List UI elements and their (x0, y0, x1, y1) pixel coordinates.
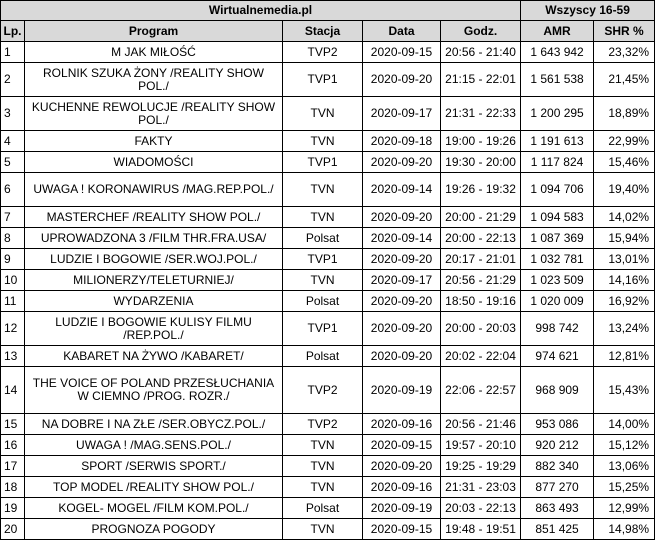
cell-godz: 21:15 - 22:01 (441, 63, 521, 97)
table-row (1, 435, 655, 456)
cell-stacja: TVN (283, 435, 363, 456)
column-header-godz: Godz. (441, 21, 521, 42)
table-row (1, 270, 655, 291)
cell-program: THE VOICE OF POLAND PRZESŁUCHANIA W CIEMNO /PROG. ROZR./ (25, 367, 283, 414)
cell-stacja: Polsat (283, 498, 363, 519)
cell-data: 2020-09-15 (363, 42, 441, 63)
cell-data: 2020-09-19 (363, 367, 441, 414)
cell-lp: 17 (1, 456, 25, 477)
cell-program: UWAGA ! KORONAWIRUS /MAG.REP.POL./ (25, 173, 283, 207)
table-row (1, 498, 655, 519)
cell-godz: 20:00 - 22:13 (441, 228, 521, 249)
cell-godz: 18:50 - 19:16 (441, 291, 521, 312)
table-row (1, 367, 655, 414)
cell-stacja: TVN (283, 207, 363, 228)
table-row (1, 152, 655, 173)
cell-godz: 19:26 - 19:32 (441, 173, 521, 207)
cell-amr: 1 094 706 (521, 173, 594, 207)
cell-shr: 14,00% (594, 414, 655, 435)
column-header-stacja: Stacja (283, 21, 363, 42)
cell-data: 2020-09-20 (363, 346, 441, 367)
cell-stacja: TVN (283, 477, 363, 498)
cell-stacja: TVP1 (283, 152, 363, 173)
cell-stacja: TVN (283, 519, 363, 540)
cell-program: FAKTY (25, 131, 283, 152)
cell-amr: 920 212 (521, 435, 594, 456)
column-header-amr: AMR (521, 21, 594, 42)
cell-lp: 6 (1, 173, 25, 207)
cell-stacja: TVP1 (283, 312, 363, 346)
cell-shr: 21,45% (594, 63, 655, 97)
cell-shr: 15,46% (594, 152, 655, 173)
cell-data: 2020-09-14 (363, 173, 441, 207)
cell-program: MILIONERZY/TELETURNIEJ/ (25, 270, 283, 291)
table-row (1, 131, 655, 152)
cell-godz: 19:48 - 19:51 (441, 519, 521, 540)
cell-data: 2020-09-20 (363, 207, 441, 228)
cell-amr: 851 425 (521, 519, 594, 540)
cell-data: 2020-09-15 (363, 519, 441, 540)
cell-godz: 19:30 - 20:00 (441, 152, 521, 173)
table-row (1, 519, 655, 540)
cell-shr: 14,98% (594, 519, 655, 540)
cell-godz: 20:56 - 21:29 (441, 270, 521, 291)
cell-data: 2020-09-17 (363, 97, 441, 131)
cell-shr: 18,89% (594, 97, 655, 131)
cell-shr: 15,12% (594, 435, 655, 456)
cell-data: 2020-09-19 (363, 498, 441, 519)
cell-amr: 1 087 369 (521, 228, 594, 249)
cell-program: ROLNIK SZUKA ŻONY /REALITY SHOW POL./ (25, 63, 283, 97)
cell-amr: 1 117 824 (521, 152, 594, 173)
cell-amr: 882 340 (521, 456, 594, 477)
cell-program: KOGEL- MOGEL /FILM KOM.POL./ (25, 498, 283, 519)
table-row (1, 42, 655, 63)
cell-godz: 19:57 - 20:10 (441, 435, 521, 456)
cell-amr: 1 561 538 (521, 63, 594, 97)
cell-lp: 5 (1, 152, 25, 173)
cell-lp: 20 (1, 519, 25, 540)
cell-godz: 20:03 - 22:13 (441, 498, 521, 519)
cell-lp: 16 (1, 435, 25, 456)
cell-stacja: TVN (283, 131, 363, 152)
cell-amr: 1 094 583 (521, 207, 594, 228)
cell-program: KUCHENNE REWOLUCJE /REALITY SHOW POL./ (25, 97, 283, 131)
cell-godz: 19:25 - 19:29 (441, 456, 521, 477)
cell-data: 2020-09-17 (363, 270, 441, 291)
cell-lp: 2 (1, 63, 25, 97)
cell-amr: 953 086 (521, 414, 594, 435)
table-row (1, 228, 655, 249)
cell-stacja: TVP2 (283, 414, 363, 435)
cell-lp: 13 (1, 346, 25, 367)
column-header-lp: Lp. (1, 21, 25, 42)
cell-program: MASTERCHEF /REALITY SHOW POL./ (25, 207, 283, 228)
cell-lp: 19 (1, 498, 25, 519)
cell-shr: 12,81% (594, 346, 655, 367)
cell-data: 2020-09-20 (363, 249, 441, 270)
cell-program: NA DOBRE I NA ZŁE /SER.OBYCZ.POL./ (25, 414, 283, 435)
cell-godz: 19:00 - 19:26 (441, 131, 521, 152)
cell-data: 2020-09-20 (363, 291, 441, 312)
cell-program: KABARET NA ŻYWO /KABARET/ (25, 346, 283, 367)
cell-stacja: Polsat (283, 228, 363, 249)
table-row (1, 173, 655, 207)
cell-lp: 10 (1, 270, 25, 291)
cell-data: 2020-09-20 (363, 152, 441, 173)
cell-amr: 1 032 781 (521, 249, 594, 270)
cell-shr: 22,99% (594, 131, 655, 152)
cell-stacja: TVP2 (283, 42, 363, 63)
cell-lp: 7 (1, 207, 25, 228)
cell-data: 2020-09-14 (363, 228, 441, 249)
cell-amr: 1 191 613 (521, 131, 594, 152)
cell-godz: 21:31 - 22:33 (441, 97, 521, 131)
table-row (1, 249, 655, 270)
cell-lp: 3 (1, 97, 25, 131)
cell-amr: 863 493 (521, 498, 594, 519)
cell-program: UPROWADZONA 3 /FILM THR.FRA.USA/ (25, 228, 283, 249)
cell-data: 2020-09-20 (363, 63, 441, 97)
group-header: Wszyscy 16-59 (521, 1, 655, 21)
cell-data: 2020-09-16 (363, 477, 441, 498)
table-row (1, 477, 655, 498)
cell-lp: 15 (1, 414, 25, 435)
table-row (1, 291, 655, 312)
table-row (1, 63, 655, 97)
cell-shr: 14,16% (594, 270, 655, 291)
cell-godz: 20:02 - 22:04 (441, 346, 521, 367)
table-row (1, 346, 655, 367)
cell-shr: 12,99% (594, 498, 655, 519)
cell-data: 2020-09-18 (363, 131, 441, 152)
cell-shr: 15,43% (594, 367, 655, 414)
cell-stacja: TVN (283, 173, 363, 207)
cell-lp: 1 (1, 42, 25, 63)
cell-data: 2020-09-20 (363, 456, 441, 477)
table-row (1, 97, 655, 131)
cell-amr: 877 270 (521, 477, 594, 498)
cell-data: 2020-09-15 (363, 435, 441, 456)
cell-lp: 11 (1, 291, 25, 312)
cell-godz: 20:00 - 21:29 (441, 207, 521, 228)
column-header-shr: SHR % (594, 21, 655, 42)
cell-amr: 1 643 942 (521, 42, 594, 63)
header-row-top (1, 1, 655, 21)
cell-shr: 13,06% (594, 456, 655, 477)
cell-shr: 19,40% (594, 173, 655, 207)
cell-shr: 23,32% (594, 42, 655, 63)
header-row-columns (1, 21, 655, 42)
cell-godz: 21:31 - 23:03 (441, 477, 521, 498)
cell-shr: 15,94% (594, 228, 655, 249)
cell-shr: 16,92% (594, 291, 655, 312)
cell-program: PROGNOZA POGODY (25, 519, 283, 540)
column-header-program: Program (25, 21, 283, 42)
cell-lp: 9 (1, 249, 25, 270)
column-header-data: Data (363, 21, 441, 42)
cell-lp: 18 (1, 477, 25, 498)
table-row (1, 312, 655, 346)
cell-data: 2020-09-16 (363, 414, 441, 435)
cell-program: SPORT /SERWIS SPORT./ (25, 456, 283, 477)
cell-amr: 998 742 (521, 312, 594, 346)
cell-lp: 4 (1, 131, 25, 152)
cell-program: WYDARZENIA (25, 291, 283, 312)
source-header: Wirtualnemedia.pl (1, 1, 521, 21)
table-row (1, 414, 655, 435)
cell-shr: 13,24% (594, 312, 655, 346)
cell-godz: 20:56 - 21:40 (441, 42, 521, 63)
cell-stacja: Polsat (283, 346, 363, 367)
cell-stacja: TVN (283, 456, 363, 477)
cell-godz: 20:56 - 21:46 (441, 414, 521, 435)
cell-lp: 14 (1, 367, 25, 414)
cell-stacja: TVN (283, 270, 363, 291)
cell-program: TOP MODEL /REALITY SHOW POL./ (25, 477, 283, 498)
cell-stacja: TVP1 (283, 249, 363, 270)
cell-stacja: Polsat (283, 291, 363, 312)
cell-godz: 20:17 - 21:01 (441, 249, 521, 270)
cell-stacja: TVP1 (283, 63, 363, 97)
cell-amr: 1 200 295 (521, 97, 594, 131)
cell-shr: 15,25% (594, 477, 655, 498)
cell-lp: 8 (1, 228, 25, 249)
table-row (1, 207, 655, 228)
cell-amr: 1 023 509 (521, 270, 594, 291)
cell-shr: 14,02% (594, 207, 655, 228)
cell-stacja: TVP2 (283, 367, 363, 414)
cell-lp: 12 (1, 312, 25, 346)
cell-program: M JAK MIŁOŚĆ (25, 42, 283, 63)
cell-amr: 968 909 (521, 367, 594, 414)
cell-shr: 13,01% (594, 249, 655, 270)
cell-program: LUDZIE I BOGOWIE KULISY FILMU /REP.POL./ (25, 312, 283, 346)
cell-program: UWAGA ! /MAG.SENS.POL./ (25, 435, 283, 456)
cell-amr: 1 020 009 (521, 291, 594, 312)
cell-program: WIADOMOŚCI (25, 152, 283, 173)
cell-godz: 22:06 - 22:57 (441, 367, 521, 414)
table-row (1, 456, 655, 477)
cell-program: LUDZIE I BOGOWIE /SER.WOJ.POL./ (25, 249, 283, 270)
cell-stacja: TVN (283, 97, 363, 131)
cell-data: 2020-09-20 (363, 312, 441, 346)
cell-amr: 974 621 (521, 346, 594, 367)
cell-godz: 20:00 - 20:03 (441, 312, 521, 346)
